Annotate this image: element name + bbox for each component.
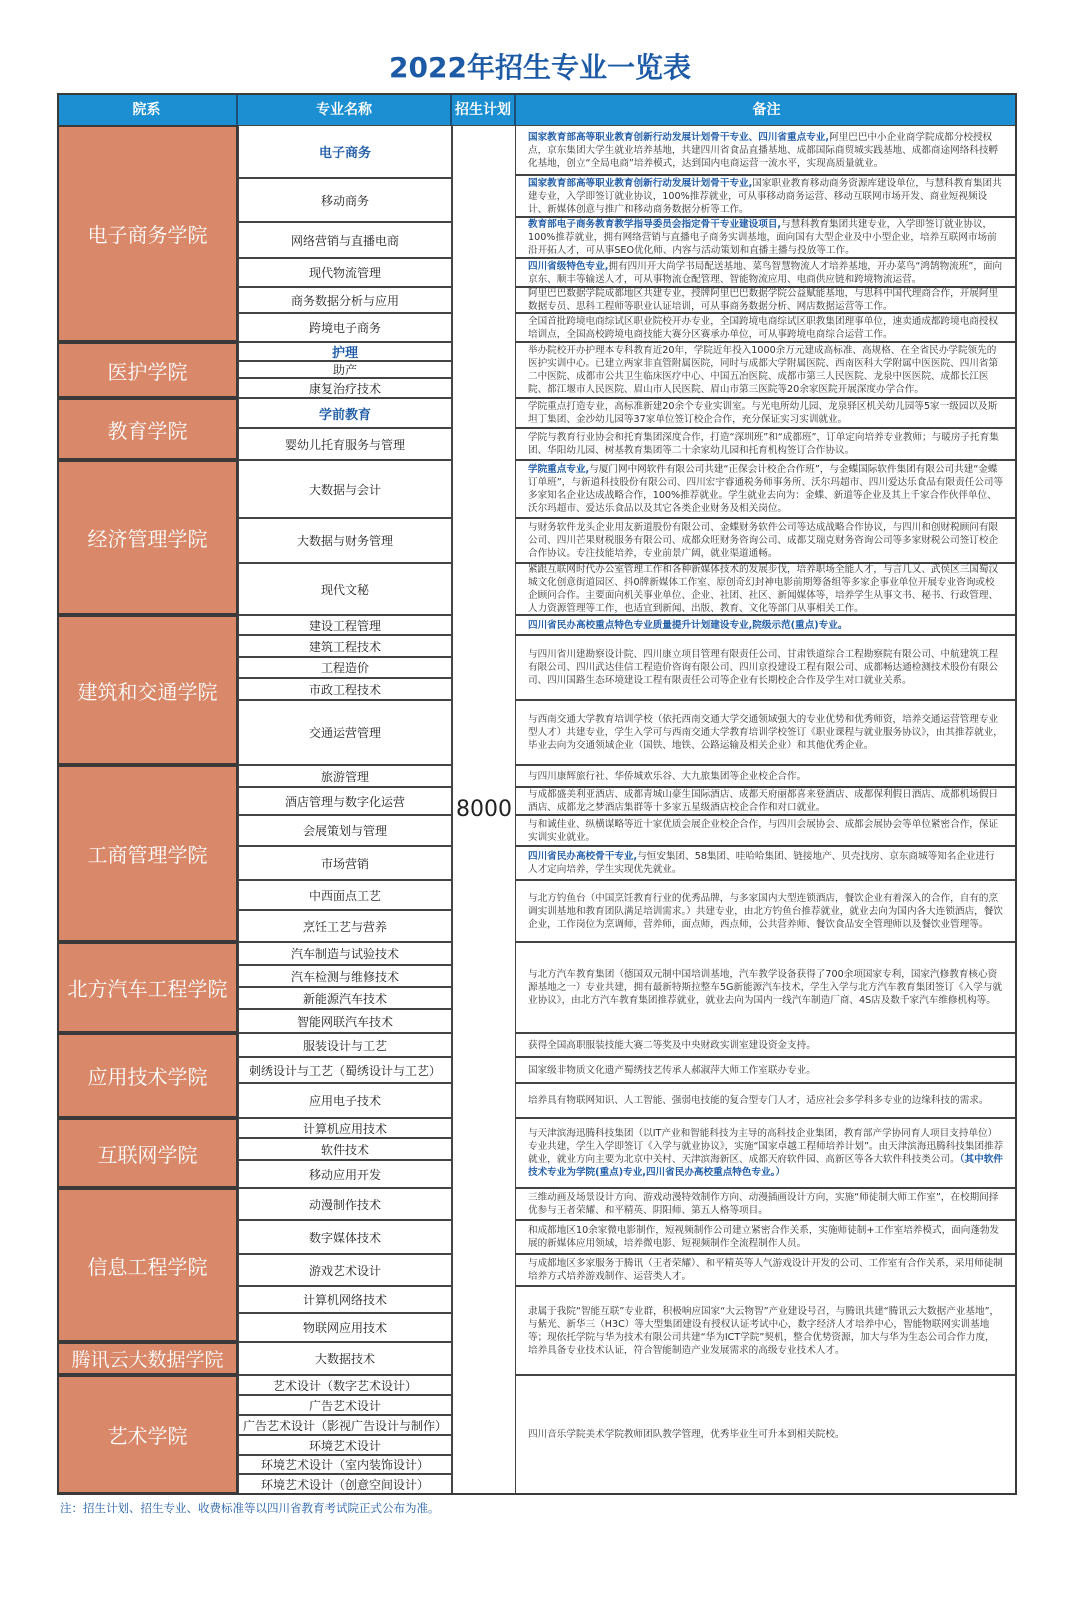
- note-text: 四川音乐学院美术学院教师团队教学管理，优秀毕业生可升本到相关院校。: [528, 1429, 845, 1440]
- note-text: [528, 177, 1004, 216]
- note-text: [528, 1305, 1004, 1357]
- major-cell: 环境艺术设计（室内装饰设计）: [238, 1455, 452, 1474]
- note-text: 国家职业教育移动商务资源库建设单位，与慧科教育集团共建专业，入学即签订就业协议，100%推荐就业，可从事移动商务运营、移动互联网市场开发、商业短视频设计、新媒体创意与推广和移动商务数据分析等工作。: [528, 177, 1002, 215]
- note-text: 与厦门网中网软件有限公司共建“正保会计校企合作班”，与金蝶国际软件集团有限公司共建“金蝶订单班”，与新道科技股份有限公司、四川宏宇睿通税务师事务所、沃尔玛超市、四川爱达乐食品有限责任公司等多家知名企业达成战略合作，100%推荐就业。学生就业去向为：金蝶、新道等企业及其上千家合作伙伴单位、沃尔玛超市、爱达乐食品以及其它各类企业财务及相关岗位。: [528, 464, 1004, 514]
- note-text: 与慧科教育集团共建专业，入学即签订就业协议，100%推荐就业，拥有网络营销与直播电子商务实训基地，面向国有大型企业及中小型企业，培养互联网市场前沿开拓人才，可从事SEO优化师、内容与活动策划和直播主播与投放等工作。: [528, 219, 997, 256]
- note-text: 与成都地区多家服务于腾讯（王者荣耀）、和平精英等人气游戏设计开发的公司、工作室有合作关系，采用师徒制培养方式培养游戏制作、运营类人才。: [528, 1258, 1003, 1282]
- major-cell: 应用电子技术: [238, 1083, 452, 1118]
- note-text: 举办院校开办护理本专科教育近20年，学院近年投入1000余万元建成高标准、高规格、在全省民办学院领先的医护实训中心。已建立两家非直管附属医院，同时与成都大学附属医院、西南医科大学附属中医医院、四川省第二中医院、成都市公共卫生临床医疗中心、中国五冶医院、成都市第三人民医院、龙泉中医医院、成都长江医院、都江堰市人民医院、眉山市人民医院、眉山市第三医院等20余家医院开展深度办学合作。: [528, 345, 999, 395]
- note-text: 三维动画及场景设计方向、游戏动漫特效制作方向、动漫插画设计方向，实施“师徒制大师工作室”，在校期间择优参与王者荣耀、和平精英、阴阳师、第五人格等项目。: [528, 1192, 999, 1216]
- note-cell: [515, 880, 1017, 942]
- major-cell: 酒店管理与数字化运营: [238, 787, 452, 815]
- note-lead: 教育部电子商务教育教学指导委员会指定骨干专业建设项目,: [528, 219, 782, 230]
- college-cell: 艺术学院: [57, 1375, 238, 1494]
- major-cell: 网络营销与直播电商: [238, 222, 452, 258]
- note-text: [528, 1191, 1004, 1217]
- note-text: [528, 770, 806, 783]
- note-cell: [515, 1188, 1017, 1220]
- note-text: [528, 218, 1004, 257]
- major-cell: 烹饪工艺与营养: [238, 910, 452, 942]
- note-text: 与北方汽车教育集团（德国双元制中国培训基地，汽车教学设备获得了700余项国家专利，国家汽修教育核心资源基地之一）专业共建，拥有最新特斯拉整车5G新能源汽车技术，学生入学与北方汽车教育集团签订《入学与就业协议》，由北方汽车教育集团推荐就业，就业去向为国内一线汽车制造厂商、4S店及数千家汽车维修机构等。: [528, 969, 1003, 1006]
- major-cell: 跨境电子商务: [238, 313, 452, 342]
- note-text: [528, 1257, 1004, 1283]
- header-note: 备注: [516, 93, 1017, 125]
- major-cell: 服装设计与工艺: [238, 1033, 452, 1057]
- major-cell: 广告艺术设计: [238, 1395, 452, 1415]
- note-cell: [515, 942, 1017, 1033]
- note-cell: [515, 563, 1017, 615]
- note-lead: 四川省民办高校重点特色专业质量提升计划建设专业,院级示范(重点)专业。: [528, 619, 848, 631]
- major-cell: 康复治疗技术: [238, 378, 452, 398]
- note-text: [528, 344, 1004, 396]
- major-cell: 汽车制造与试验技术: [238, 942, 452, 965]
- college-cell: 工商管理学院: [57, 765, 238, 942]
- note-text: 学院与教育行业协会和托育集团深度合作，打造“深圳班”和“成都班”，订单定向培养专业教师；与暖房子托育集团、华阳幼儿园、树基教育集团等二十余家幼儿园和托育机构签订合作协议。: [528, 432, 999, 456]
- note-cell: [515, 1375, 1017, 1494]
- note-cell: [515, 428, 1017, 460]
- note-lead: 国家教育部高等职业教育创新行动发展计划骨干专业、四川省重点专业,: [528, 131, 830, 143]
- note-text: 和成都地区10余家微电影制作，短视频制作公司建立紧密合作关系，实施师徒制+工作室培养模式，面向蓬勃发展的新媒体应用领域，培养微电影、短视频制作全流程制作人员。: [528, 1225, 1000, 1249]
- note-cell: [515, 700, 1017, 765]
- major-cell: 建筑工程技术: [238, 635, 452, 657]
- note-cell: [515, 175, 1017, 217]
- note-text: [528, 315, 1004, 341]
- major-cell: 市场营销: [238, 846, 452, 880]
- footnote: 注：招生计划、招生专业、收费标准等以四川省教育考试院正式公布为准。: [60, 1501, 440, 1515]
- note-cell: [515, 1254, 1017, 1286]
- note-text: 紧跟互联网时代办公室管理工作和各种新媒体技术的发展步伐，培养职场全能人才，与言几又、武侯区三国蜀汉城文化创意街道园区、抖0牌新媒体工作室、原创奇幻封神电影前期筹备组等多家企事业单位开展专业咨询或校企顾问合作。主要面向机关事业单位、企业、社团、社区、新闻媒体等，培养学生从事文书、秘书、行政管理、人力资源管理等工作，也适宜到新闻、出版、教育、文化等部门从事相关工作。: [528, 564, 999, 614]
- major-cell: 计算机应用技术: [238, 1118, 452, 1138]
- major-cell: 软件技术: [238, 1138, 452, 1160]
- note-cell: [515, 615, 1017, 635]
- major-cell: 学前教育: [238, 398, 452, 428]
- note-text: [528, 619, 847, 632]
- major-cell: 建设工程管理: [238, 615, 452, 635]
- note-text: [528, 400, 1004, 426]
- major-cell: 护理: [238, 342, 452, 361]
- major-cell: 助产: [238, 361, 452, 378]
- major-cell: 动漫制作技术: [238, 1188, 452, 1220]
- note-text: 培养具有物联网知识、人工智能、强弱电技能的复合型专门人才，适应社会多学科多专业的边缘科技的需求。: [528, 1095, 989, 1106]
- major-cell: 大数据与会计: [238, 460, 452, 518]
- note-cell: [515, 1083, 1017, 1118]
- note-text: 与成都盛美利亚酒店、成都青城山豪生国际酒店、成都天府丽都喜来登酒店、成都保利假日酒店、成都机场假日酒店、成都龙之梦酒店集群等十多家五星级酒店校企合作和对口就业。: [528, 789, 999, 813]
- note-cell: [515, 125, 1017, 175]
- note-text: 学院重点打造专业，高标准新建20余个专业实训室。与光电所幼儿园、龙泉驿区机关幼儿园等5家一级园以及斯坦丁集团、金沙幼儿园等37家单位签订校企合作，充分保证实习实训就业。: [528, 401, 998, 425]
- page-title: 2022年招生专业一览表: [389, 51, 691, 84]
- note-cell: [515, 787, 1017, 815]
- note-cell: [515, 1286, 1017, 1375]
- note-text: 与四川康辉旅行社、华侨城欢乐谷、大九旅集团等企业校企合作。: [528, 770, 807, 782]
- note-text: [528, 1127, 1004, 1179]
- college-cell: 互联网学院: [57, 1118, 238, 1188]
- note-text: [528, 1428, 845, 1441]
- college-cell: 教育学院: [57, 398, 238, 460]
- major-cell: 商务数据分析与应用: [238, 287, 452, 313]
- note-lead: 四川省级特色专业,: [528, 260, 609, 272]
- college-cell: 应用技术学院: [57, 1033, 238, 1118]
- note-cell: [515, 342, 1017, 398]
- note-text: [528, 1064, 816, 1077]
- major-cell: 艺术设计（数字艺术设计）: [238, 1375, 452, 1395]
- major-cell: 电子商务: [238, 125, 452, 178]
- note-text: [528, 788, 1004, 814]
- note-text: [528, 892, 1004, 931]
- major-cell: 数字媒体技术: [238, 1220, 452, 1254]
- note-text: [528, 1224, 1004, 1250]
- college-cell: 经济管理学院: [57, 460, 238, 615]
- major-cell: 智能网联汽车技术: [238, 1009, 452, 1033]
- note-cell: [515, 1057, 1017, 1083]
- header-major: 专业名称: [238, 93, 452, 125]
- note-text: 与天津滨海迅腾科技集团（以IT产业和智能科技为主导的高科技企业集团，教育部产学协同育人项目支持单位）专业共建，学生入学即签订《入学与就业协议》，实施“国家卓越工程师培养计划”。由天津滨海迅腾科技集团推荐就业，就业方向主要为北京中关村、天津滨海新区、成都天府软件园、高新区等各大软件科技类公司。: [528, 1128, 1004, 1165]
- major-cell: 大数据与财务管理: [238, 518, 452, 563]
- note-text: 与西南交通大学教育培训学校（依托西南交通大学交通领域强大的专业优势和优秀师资，培养交通运营管理专业型人才）共建专业，学生入学可与西南交通大学教育培训学校签订《职业课程与就业服务协议》，由其推荐就业，毕业去向为交通领域企业（国铁、地铁、公路运输及相关企业）和其他优秀企业。: [528, 714, 1003, 751]
- major-cell: 工程造价: [238, 657, 452, 678]
- note-cell: [515, 1033, 1017, 1057]
- note-cell: [515, 258, 1017, 287]
- note-text: [528, 463, 1004, 515]
- major-cell: 新能源汽车技术: [238, 987, 452, 1009]
- note-text: 全国首批跨境电商综试区职业院校开办专业，全国跨境电商综试区职教集团理事单位，速卖通成都跨境电商授权培训点，全国高校跨境电商技能大赛分区赛承办单位，可从事跨境电商综合运营工作。: [528, 315, 999, 340]
- note-text: [528, 431, 1004, 457]
- note-text: [528, 850, 1004, 876]
- note-text: [528, 818, 1004, 844]
- major-cell: 会展策划与管理: [238, 815, 452, 846]
- note-text: 与财务软件龙头企业用友新道股份有限公司、金蝶财务软件公司等达成战略合作协议，与四川和创财税顾问有限公司、四川芒果财税服务有限公司、成都众旺财务咨询公司、成都艾瑞克财务咨询公司等多家财税公司签订校企合作协议。专注技能培养，专业前景广阔，就业渠道通畅。: [528, 522, 999, 559]
- major-cell: 环境艺术设计: [238, 1435, 452, 1455]
- college-cell: 医护学院: [57, 342, 238, 398]
- note-text: [528, 1094, 989, 1107]
- note-text: [528, 1039, 816, 1052]
- header-college: 院系: [57, 93, 238, 125]
- header-plan: 招生计划: [452, 93, 516, 125]
- college-cell: 电子商务学院: [57, 125, 238, 342]
- note-text: 与恒安集团、58集团、哇哈哈集团、链接地产、贝壳找房、京东商城等知名企业进行人才定向培养，学生实现优先就业。: [528, 851, 995, 875]
- major-cell: 现代文秘: [238, 563, 452, 615]
- note-text: [528, 648, 1004, 687]
- note-trail: （其中软件技术专业为学院(重点)专业,四川省民办高校重点特色专业。）: [528, 1154, 1003, 1178]
- college-cell: 腾讯云大数据学院: [57, 1342, 238, 1375]
- note-cell: [515, 765, 1017, 787]
- note-cell: [515, 635, 1017, 700]
- note-lead: 国家教育部高等职业教育创新行动发展计划骨干专业,: [528, 177, 753, 189]
- major-cell: 广告艺术设计（影视广告设计与制作）: [238, 1415, 452, 1435]
- note-text: [528, 713, 1004, 752]
- note-text: 与和诚佳业、纵横谋略等近十家优质会展企业校企合作，与四川会展协会、成都会展协会等单位紧密合作，保证实训实业就业。: [528, 818, 999, 843]
- note-cell: [515, 460, 1017, 518]
- major-cell: 汽车检测与维修技术: [238, 965, 452, 987]
- note-lead: 四川省民办高校骨干专业,: [528, 851, 638, 862]
- major-cell: 现代物流管理: [238, 258, 452, 287]
- college-cell: 信息工程学院: [57, 1188, 238, 1342]
- major-cell: 计算机网络技术: [238, 1286, 452, 1313]
- note-text: 阿里巴巴中小企业商学院成都分校授权点，京东集团大学生就业培养基地，共建四川省食品直播基地、成都国际商贸城实践基地、成都商途网络科技孵化基地，创立“全局电商”培养模式，达到国内电商运营一流水平，实现高质量就业。: [528, 131, 999, 169]
- note-cell: [515, 313, 1017, 342]
- major-cell: 市政工程技术: [238, 678, 452, 700]
- major-cell: 大数据技术: [238, 1342, 452, 1375]
- note-text: [528, 287, 1004, 313]
- note-cell: [515, 815, 1017, 846]
- college-cell: 建筑和交通学院: [57, 615, 238, 765]
- note-lead: 学院重点专业,: [528, 464, 590, 475]
- plan-total: 8000: [452, 125, 516, 1494]
- college-cell: 北方汽车工程学院: [57, 942, 238, 1033]
- note-cell: [515, 518, 1017, 563]
- note-cell: [515, 398, 1017, 428]
- note-text: [528, 563, 1004, 615]
- major-cell: 交通运营管理: [238, 700, 452, 765]
- note-text: [528, 260, 1004, 286]
- major-cell: 婴幼儿托育服务与管理: [238, 428, 452, 460]
- note-text: 获得全国高职服装技能大赛二等奖及中央财政实训室建设资金支持。: [528, 1039, 816, 1051]
- note-cell: [515, 217, 1017, 258]
- major-cell: 旅游管理: [238, 765, 452, 787]
- note-text: 隶属于我院“智能互联”专业群，积极响应国家“大云物智”产业建设号召，与腾讯共建“腾讯云大数据产业基地”，与紫光、新华三（H3C）等大型集团建设有授权认证考试中心，数字经济人才培养中心，智能物联网实训基地等；现依托学院与华为技术有限公司共建“华为ICT学院”契机，整合优势资源，加大与华为生态公司合作力度，培养具备专业技术认证，符合智能制造产业发展需求的高级专业技术人才。: [528, 1305, 1000, 1356]
- major-cell: 环境艺术设计（创意空间设计）: [238, 1474, 452, 1494]
- note-text: 与北方钓鱼台（中国烹饪教育行业的优秀品牌，与多家国内大型连锁酒店，餐饮企业有着深入的合作，自有的烹调实训基地和教育团队满足培训需求。）共建专业，由北方钓鱼台推荐就业，就业去向为国内各大连锁酒店，餐饮企业，工作岗位为烹调师，营养师，面点师，西点师，公共营养师、餐饮食品安全管理师以及餐饮业管理等。: [528, 892, 1003, 930]
- note-text: 拥有四川开大尚学书局配送基地、菜鸟智慧物流人才培养基地，开办菜鸟“鸿鹄物流班”，面向京东、顺丰等输送人才，可从事物流仓配管理、智能物流应用、电商供应链和跨境物流运营。: [528, 260, 1003, 285]
- major-cell: 游戏艺术设计: [238, 1254, 452, 1286]
- note-cell: [515, 1220, 1017, 1254]
- note-text: 与四川省川建勘察设计院、四川康立项目管理有限责任公司、甘肃铁道综合工程勘察院有限公司、中航建筑工程有限公司、四川武达佳信工程造价咨询有限公司、四川京投建设工程有限公司、成都畅达通检测技术股份有限公司、四川国路生态环境建设工程有限责任公司等企业有长期校企合作及学生对口就业关系。: [528, 649, 999, 686]
- note-text: 国家级非物质文化遗产蜀绣技艺传承人郝淑萍大师工作室联办专业。: [528, 1064, 816, 1076]
- major-cell: 移动商务: [238, 178, 452, 222]
- note-text: 阿里巴巴数据学院成都地区共建专业，授牌阿里巴巴数据学院公益赋能基地，与思科中国代理商合作，开展阿里数据专员、思科工程师等职业认证培训，可从事商务数据分析、网店数据运营等工作。: [528, 288, 999, 312]
- note-cell: [515, 846, 1017, 880]
- note-cell: [515, 287, 1017, 313]
- note-cell: [515, 1118, 1017, 1188]
- note-text: [528, 968, 1004, 1007]
- major-cell: 物联网应用技术: [238, 1313, 452, 1342]
- major-cell: 刺绣设计与工艺（蜀绣设计与工艺）: [238, 1057, 452, 1083]
- major-cell: 移动应用开发: [238, 1160, 452, 1188]
- major-cell: 中西面点工艺: [238, 880, 452, 910]
- note-text: [528, 521, 1004, 560]
- note-text: [528, 131, 1004, 170]
